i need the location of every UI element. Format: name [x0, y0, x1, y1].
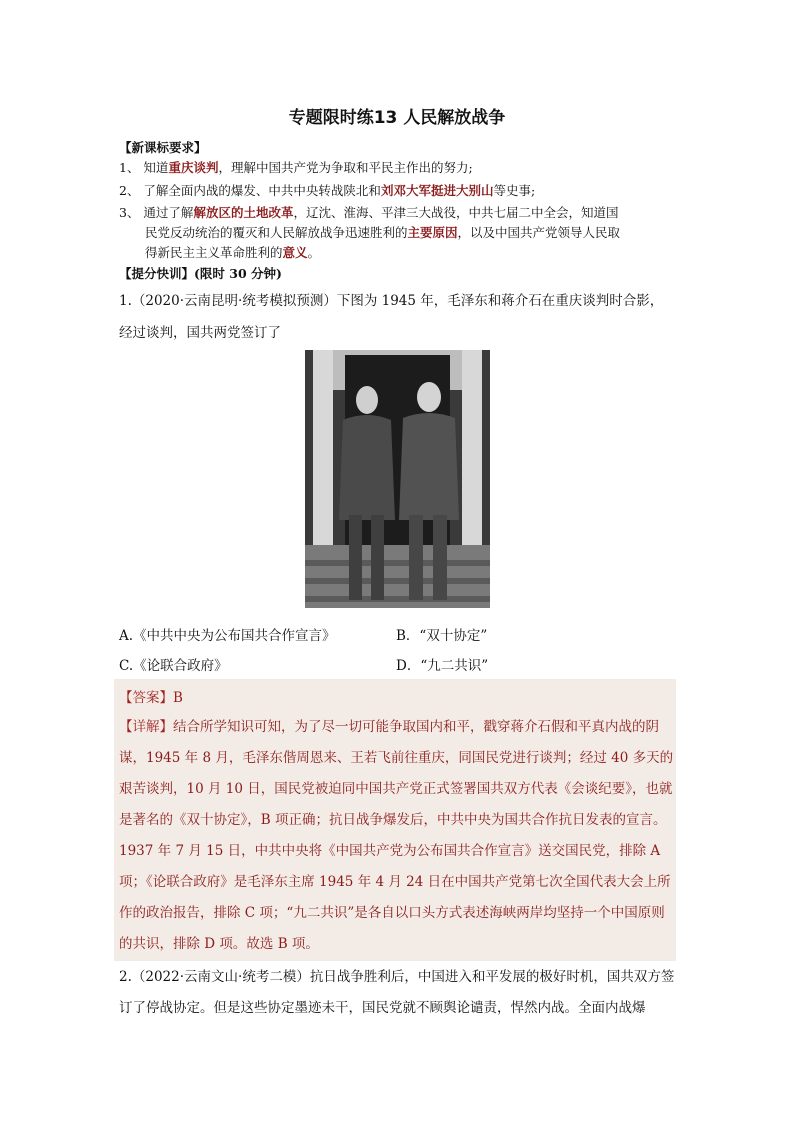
curriculum-item-1: 1、 知道重庆谈判，理解中国共产党为争取和平民主作出的努力; [119, 160, 473, 175]
option-c: C.《论联合政府》 [119, 658, 228, 674]
historical-photo [305, 350, 490, 608]
question-2-stem: 2.（2022·云南文山·统考二模）抗日战争胜利后，中国进入和平发展的极好时机，国共双方签订了停战协定。但是这些协定墨迹未干，国民党就不顾舆论谴责，悍然内战。全面内战爆 [119, 969, 675, 1016]
practice-heading: 【提分快训】(限时 30 分钟) [119, 266, 282, 281]
photo-illustration [305, 350, 490, 608]
question-1-stem-line2: 经过谈判，国共两党签订了 [119, 325, 281, 341]
option-a: A.《中共中央为公布国共合作宣言》 [119, 628, 336, 644]
option-d: D．“九二共识” [396, 658, 489, 674]
curriculum-heading: 【新课标要求】 [119, 140, 207, 155]
option-b: B．“双十协定” [396, 628, 488, 644]
answer-line: 【答案】B [119, 690, 183, 706]
answer-detail: 【详解】结合所学知识可知，为了尽一切可能争取国内和平，戳穿蒋介石假和平真内战的阴谋，1945 年 8 月，毛泽东偕周恩来、王若飞前往重庆，同国民党进行谈判；经过 40 多天的艰苦谈判，10 月 10 日，国民党被迫同中国共产党正式签署国共双方代表《会谈纪要》，也就是著名的《双十协定》，B 项正确；抗日战争爆发后，中共中央为国共合作抗日发表的宣言。1937 年 7 月 15 日，中共中央将《中国共产党为公布国共合作宣言》送交国民党，排除 A 项；《论联合政府》是毛泽东主席 1945 年 4 月 24 日在中国共产党第七次全国代表大会上所作的政治报告，排除 C 项；“九二共识”是各自以口头方式表述海峡两岸均坚持一个中国原则的共识，排除 D 项。故选 B 项。 [119, 719, 674, 952]
curriculum-item-3: 3、 通过了解解放区的土地改革，辽沈、淮海、平津三大战役，中共七届二中全会，知道国 [119, 205, 619, 220]
curriculum-item-3-cont: 民党反动统治的覆灭和人民解放战争迅速胜利的主要原因，以及中国共产党领导人民取 [145, 225, 621, 240]
page-title: 专题限时练13 人民解放战争 [288, 108, 506, 128]
curriculum-item-3-cont2: 得新民主主义革命胜利的意义。 [145, 245, 321, 260]
curriculum-item-2: 2、 了解全面内战的爆发、中共中央转战陕北和刘邓大军挺进大别山等史事; [119, 183, 536, 198]
question-1-stem-line1: 1.（2020·云南昆明·统考模拟预测）下图为 1945 年，毛泽东和蒋介石在重庆谈判时合影， [119, 293, 664, 309]
